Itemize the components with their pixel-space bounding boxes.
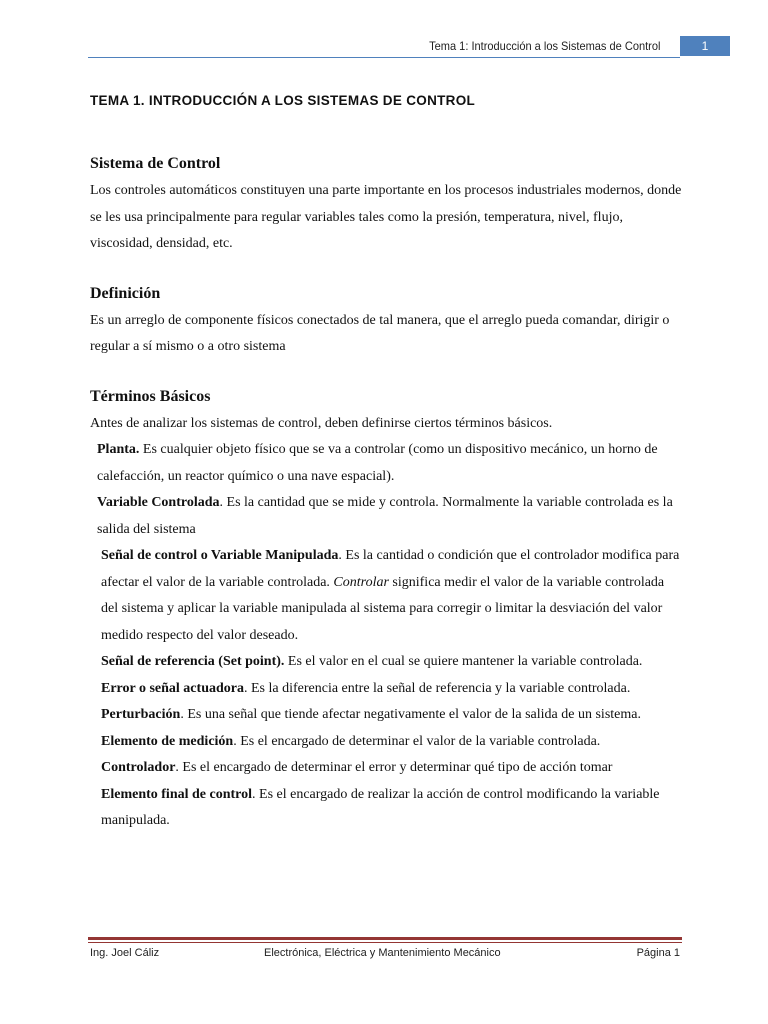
term-error: [90, 676, 682, 703]
footer-rule-thin: [88, 942, 682, 943]
term-senal-de-referencia: [90, 649, 682, 676]
term-controlador: [90, 755, 682, 782]
term-label: Variable Controlada: [97, 495, 220, 510]
term-perturbacion: [90, 702, 682, 729]
term-label: Planta.: [97, 442, 140, 457]
term-description: . Es una señal que tiende afectar negativamente el valor de la salida de un sistema.: [180, 707, 641, 722]
term-description: Es el valor en el cual se quiere mantener la variable controlada.: [284, 654, 643, 669]
term-description: . Es la cantidad o condición que el controlador modifica para afectar el valor de la variable controlada.: [101, 548, 680, 590]
term-label: Error o señal actuadora: [101, 680, 244, 696]
term-elemento-final: [90, 782, 682, 835]
footer-page-number: Página 1: [636, 947, 680, 959]
term-senal-de-control: [90, 543, 682, 649]
term-emphasis: Controlar: [333, 574, 389, 590]
paragraph-terminos-intro: Antes de analizar los sistemas de control, deben definirse ciertos términos básicos.: [90, 415, 553, 431]
page-header: [88, 36, 709, 58]
document-title: TEMA 1. INTRODUCCIÓN A LOS SISTEMAS DE CONTROL: [90, 93, 476, 108]
term-description: . Es la cantidad que se mide y controla. Normalmente la variable controlada es la salida del sistema: [97, 495, 673, 537]
term-elemento-de-medicion: [90, 729, 682, 756]
document-body: [90, 150, 682, 835]
footer-department: Electrónica, Eléctrica y Mantenimiento Mecánico: [264, 947, 501, 959]
paragraph-sistema-de-control: Los controles automáticos constituyen una parte importante en los procesos industriales modernos, donde se les usa principalmente para regular variables tales como la presión, temperatura, nivel, flujo, viscosidad, densidad, etc.: [90, 183, 682, 251]
term-label: Señal de control o Variable Manipulada: [101, 548, 339, 563]
header-rule: [88, 57, 680, 58]
heading-sistema-de-control: Sistema de Control: [90, 155, 221, 172]
term-label: Elemento de medición: [101, 733, 234, 749]
term-label: Elemento final de control: [101, 786, 253, 802]
term-variable-controlada: [90, 490, 682, 543]
term-label: Señal de referencia (Set point).: [101, 654, 285, 669]
footer-author: Ing. Joel Cáliz: [90, 947, 160, 959]
page-footer: [88, 947, 682, 963]
paragraph-definicion: Es un arreglo de componente físicos conectados de tal manera, que el arreglo pueda comandar, dirigir o regular a sí mismo o a otro sistema: [90, 312, 670, 354]
term-description: . Es el encargado de determinar el error y determinar qué tipo de acción tomar: [175, 760, 613, 775]
footer-rule-thick: [88, 937, 682, 940]
heading-definicion: Definición: [90, 284, 161, 302]
term-description: Es cualquier objeto físico que se va a controlar (como un dispositivo mecánico, un horno de calefacción, un reactor químico o una nave espacial).: [97, 442, 658, 484]
term-label: Controlador: [101, 760, 176, 775]
header-title: Tema 1: Introducción a los Sistemas de Control: [428, 39, 660, 53]
heading-terminos-basicos: Términos Básicos: [90, 387, 211, 405]
header-page-number: 1: [680, 36, 730, 56]
term-description: . Es el encargado de determinar el valor de la variable controlada.: [233, 733, 601, 749]
term-description: . Es la diferencia entre la señal de referencia y la variable controlada.: [243, 680, 631, 696]
term-description: . Es el encargado de realizar la acción de control modificando la variable manipulada.: [101, 786, 660, 828]
term-planta: [90, 437, 682, 490]
term-description-continued: significa medir el valor de la variable controlada del sistema y aplicar la variable manipulada al sistema para corregir o limitar la desviación del valor medido respecto del valor deseado.: [101, 574, 665, 643]
term-label: Perturbación: [101, 707, 181, 722]
